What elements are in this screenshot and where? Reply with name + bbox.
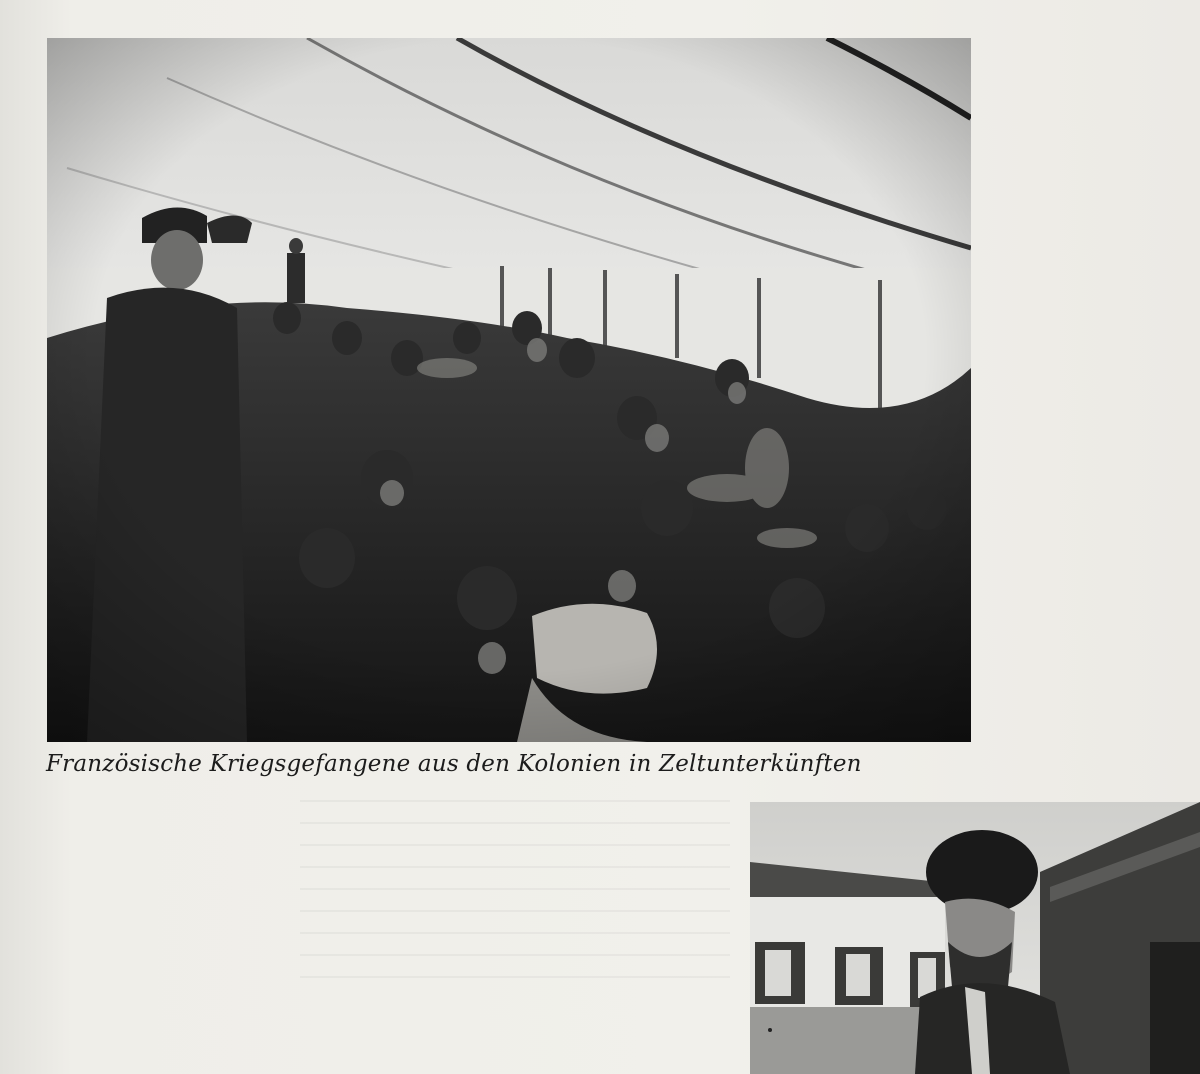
- portrait-photo-image: [750, 802, 1200, 1074]
- tent-photo-image: [47, 38, 971, 742]
- show-through-text: [300, 800, 730, 990]
- tent-photo: [47, 38, 971, 742]
- photo-caption: Französische Kriegsgefangene aus den Kolonien in Zeltunterkünften: [46, 751, 862, 777]
- portrait-photo: [750, 802, 1200, 1074]
